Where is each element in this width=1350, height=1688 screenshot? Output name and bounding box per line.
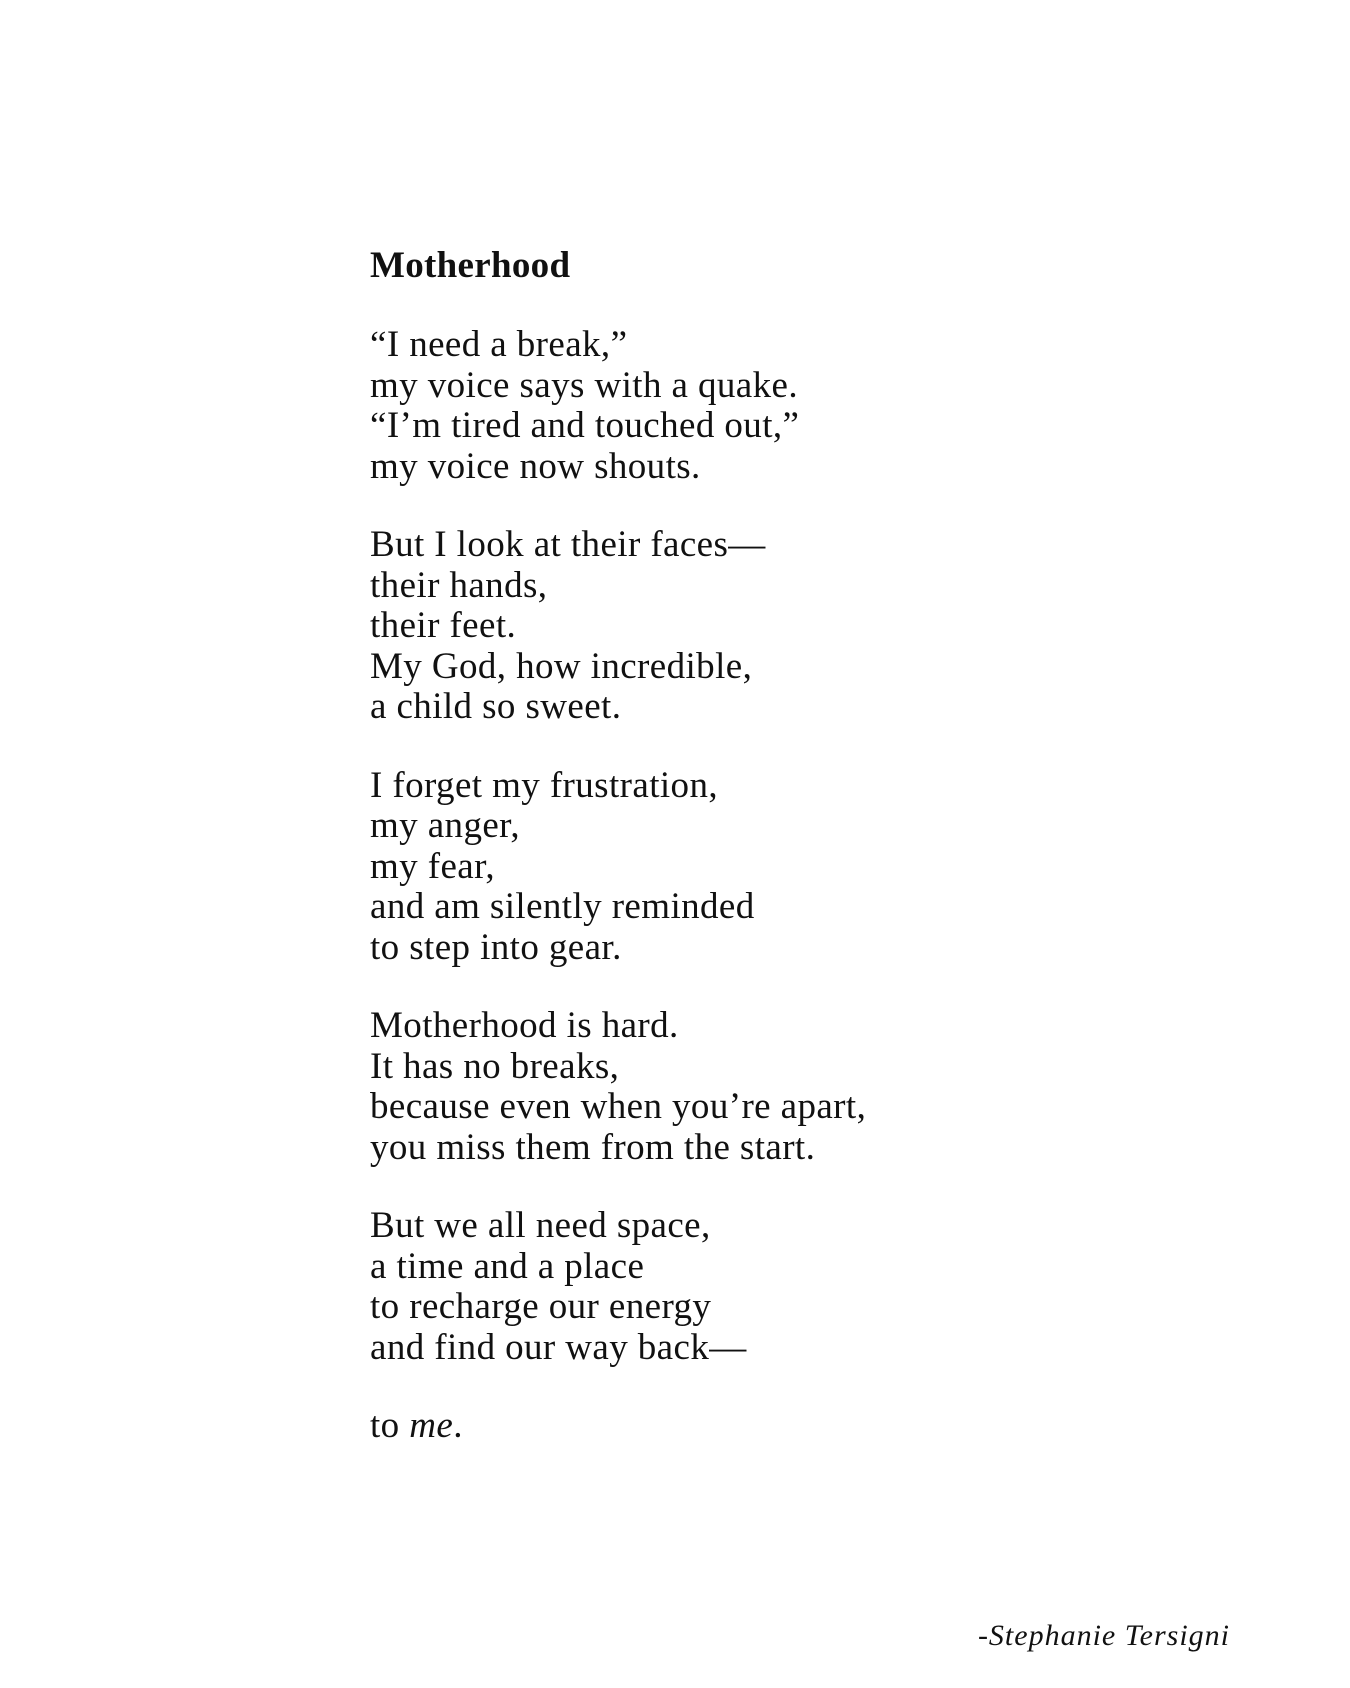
poem-title: Motherhood: [370, 245, 571, 286]
poem-line: But I look at their faces—: [370, 524, 766, 565]
poem-line: my anger,: [370, 805, 521, 846]
poem: [370, 244, 1270, 1447]
poem-line: and find our way back—: [370, 1326, 747, 1368]
poem-line: their hands,: [370, 564, 548, 606]
stanza-2: [370, 525, 1270, 728]
stanza-5: [370, 1206, 1270, 1368]
poem-line: a child so sweet.: [370, 686, 622, 727]
final-line: [370, 1406, 1270, 1447]
poem-line: my voice says with a quake.: [370, 364, 798, 406]
poem-line: “I need a break,”: [370, 324, 628, 365]
poem-line: their feet.: [370, 605, 517, 646]
poem-line: my voice now shouts.: [370, 445, 701, 487]
stanza-1: [370, 325, 1270, 487]
poem-line: because even when you’re apart,: [370, 1086, 867, 1127]
poem-line: It has no breaks,: [370, 1045, 620, 1087]
poem-line: to step into gear.: [370, 926, 622, 968]
poem-line: a time and a place: [370, 1245, 645, 1287]
final-line-prefix: to: [370, 1405, 410, 1446]
poem-line: you miss them from the start.: [370, 1126, 816, 1168]
final-line-emphasis: me: [409, 1405, 454, 1446]
poem-line: My God, how incredible,: [370, 645, 753, 687]
poem-line: Motherhood is hard.: [370, 1005, 679, 1046]
poem-line: to recharge our energy: [370, 1286, 712, 1327]
author-signature: -Stephanie Tersigni: [977, 1619, 1230, 1652]
stanza-3: [370, 766, 1270, 969]
poem-line: I forget my frustration,: [370, 764, 719, 806]
stanza-4: [370, 1006, 1270, 1168]
final-line-suffix: .: [453, 1405, 463, 1446]
poem-line: my fear,: [370, 845, 495, 887]
poem-line: and am silently reminded: [370, 886, 755, 927]
poem-line: “I’m tired and touched out,”: [370, 405, 800, 446]
poem-line: But we all need space,: [370, 1205, 711, 1246]
